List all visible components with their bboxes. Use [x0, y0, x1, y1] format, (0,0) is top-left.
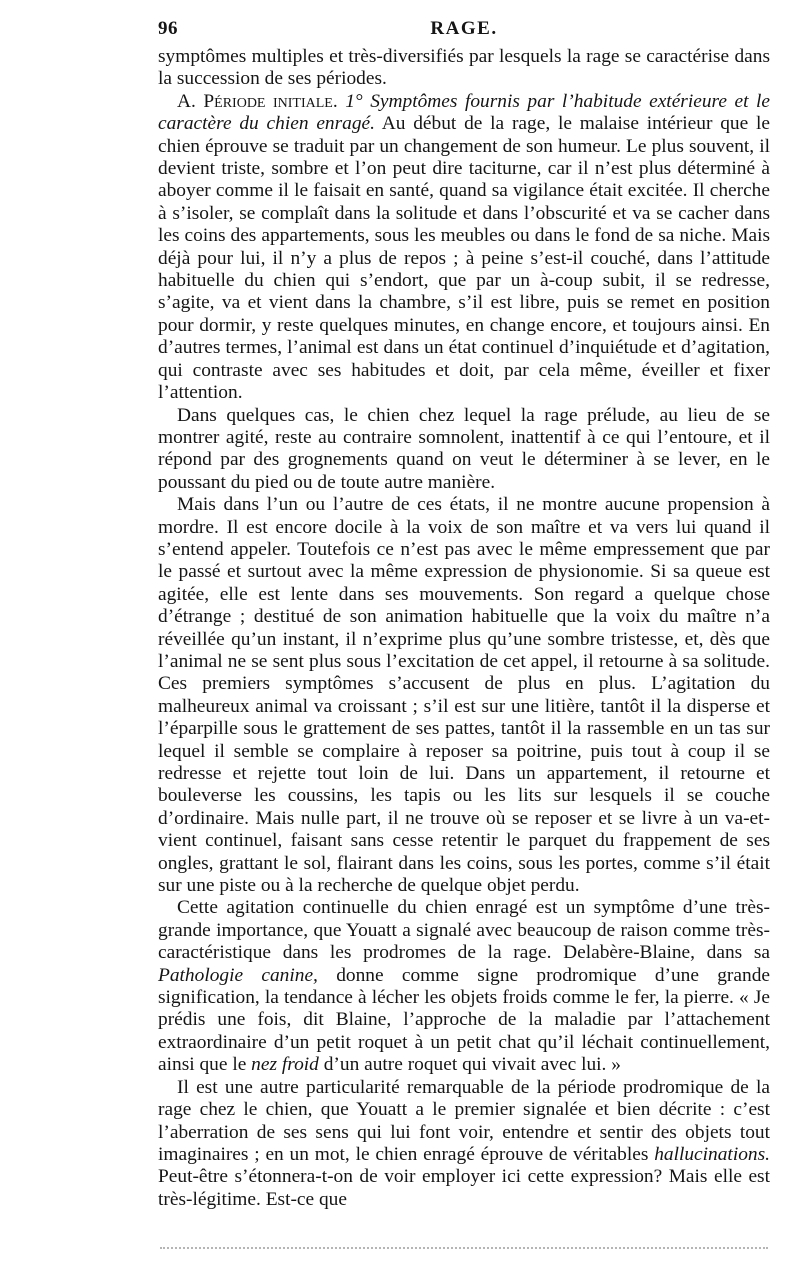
- footer-dotted-line: [160, 1247, 768, 1249]
- section-label: A. Période initiale.: [177, 90, 338, 112]
- emphasis-term: nez froid: [251, 1054, 319, 1076]
- paragraph-hallucinations: [158, 1077, 770, 1211]
- paragraph-text: d’un autre roquet qui vivait avec lui. »: [323, 1054, 621, 1076]
- paragraph-propension: Mais dans l’un ou l’autre de ces états, il ne montre aucune propension à mordre. Il est encore docile à la voix de son maître et va vers lui quand il s’entend appeler. Toutefois ce n’est pas avec le même empressement que par le passé et surtout avec la même expression de physionomie. Si sa queue est agitée, elle est lente dans ses mouvements. Son regard a quelque chose d’étrange ; destitué de son animation habituelle que la voix du maître n’a réveillée qu’un instant, il n’exprime plus qu’une sombre tristesse, et, dès que l’animal ne se sent plus sous l’excitation de cet appel, il retourne à sa solitude. Ces premiers symptômes s’accusent de plus en plus. L’agitation du malheureux animal va croissant ; s’il est sur une litière, tantôt il la disperse et l’éparpille sous le grattement de ses pattes, tantôt il la rassemble en un tas sur lequel il semble se complaire à reposer sa poitrine, puis tout à coup il se redresse et rejette tout loin de lui. Dans un appartement, il retourne et bouleverse les coussins, les tapis ou les lits sur lesquels il se couche d’ordinaire. Mais nulle part, il ne trouve où se reposer et se livre à un va-et-vient continuel, faisant sans cesse retentir le parquet du frappement de ses ongles, grattant le sol, flairant dans les coins, sous les portes, comme s’il était sur une piste ou à la recherche de quelque objet perdu.: [158, 494, 770, 897]
- page-header: [158, 18, 770, 44]
- running-title: RAGE.: [430, 18, 498, 39]
- book-title: Pathologie canine,: [158, 964, 318, 986]
- paragraph-somnolent: Dans quelques cas, le chien chez lequel la rage prélude, au lieu de se montrer agité, reste au contraire somnolent, inattentif à ce qui l’entoure, et il répond par des grognements quand on veut le déterminer à se lever, en le poussant du pied ou de toute autre manière.: [158, 404, 770, 493]
- paragraph-text: Il est une autre particularité remarquable de la période prodromique de la rage chez le chien, que Youatt a le premier signalée et bien décrite : c’est l’aberration de ses sens qui lui font voir, entendre et sentir des objets tout imaginaires ; en un mot, le chien enragé éprouve de véritables: [158, 1076, 770, 1165]
- emphasis-term: hallucinations.: [654, 1143, 770, 1165]
- paragraph-text: Peut-être s’étonnera-t-on de voir employer ici cette expression? Mais elle est très-légitime. Est-ce que: [158, 1166, 770, 1210]
- paragraph-text: Cette agitation continuelle du chien enragé est un symptôme d’une très-grande importance, que Youatt a signalé avec beaucoup de raison comme très-caractéristique dans les prodromes de la rage. Delabère-Blaine, dans sa: [158, 897, 770, 964]
- body-text: [158, 46, 770, 1210]
- section-heading: 1° Symptômes fournis par l’habitude extérieure et le caractère du chien enragé.: [158, 90, 770, 135]
- paragraph-agitation: [158, 897, 770, 1076]
- paragraph-period-initiale: [158, 91, 770, 405]
- paragraph-continuation: symptômes multiples et très-diversifiés par lesquels la rage se caractérise dans la succession de ses périodes.: [158, 46, 770, 90]
- paragraph-text: donne comme signe prodromique d’une grande signification, la tendance à lécher les objets froids comme le fer, la pierre. « Je prédis une fois, dit Blaine, l’approche de la maladie par l’attachement extraordinaire d’un petit roquet à un petit chat qu’il léchait continuellement, ainsi que le: [158, 964, 770, 1076]
- page-number: 96: [158, 18, 178, 39]
- paragraph-text: Au début de la rage, le malaise intérieur que le chien éprouve se traduit par un changement de son humeur. Le plus souvent, il devient triste, sombre et l’on peut dire taciturne, car il n’est plus déterminé à aboyer comme il le faisait en santé, quand sa vigilance était excitée. Il cherche à s’isoler, se complaît dans la solitude et dans l’obscurité et va se cacher dans les coins des appartements, sous les meubles ou dans le fond de sa niche. Mais déjà pour lui, il n’y a plus de repos ; à peine s’est-il couché, dans l’attitude habituelle du chien qui s’endort, que par un à-coup subit, il se redresse, s’agite, va et vient dans la chambre, s’il est libre, puis se remet en position pour dormir, y reste quelques minutes, en change encore, et toujours ainsi. En d’autres termes, l’animal est dans un état continuel d’inquiétude et d’agitation, qui contraste avec ses habitudes et doit, par cela même, éveiller et fixer l’attention.: [158, 113, 770, 404]
